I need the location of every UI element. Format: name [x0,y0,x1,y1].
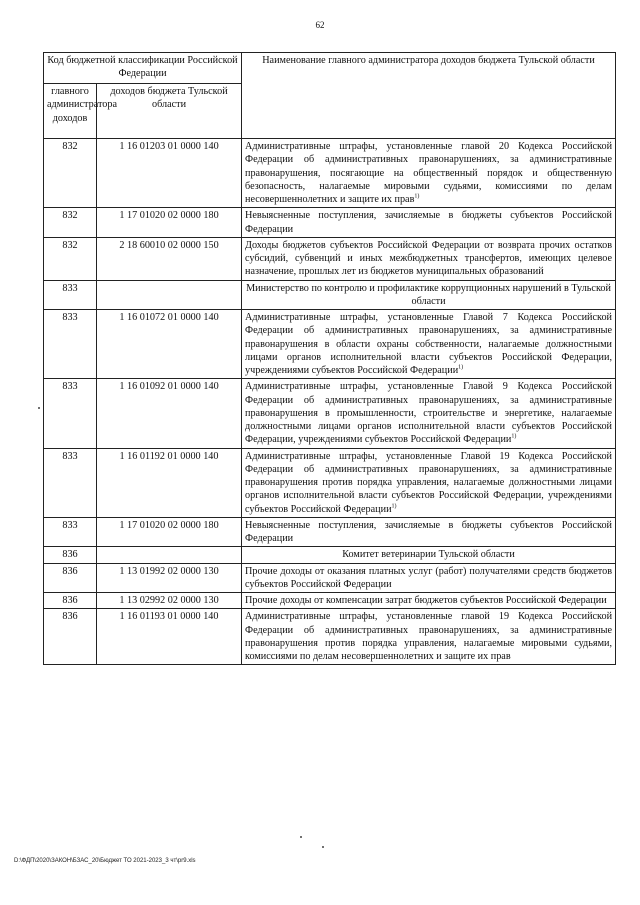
admin-code-cell: 833 [44,280,97,310]
revenue-name-text: Невыясненные поступления, зачисляемые в бюджеты субъектов Российской Федерации [245,519,613,544]
revenue-name-cell [242,379,616,448]
table-row [44,517,616,547]
admin-code-cell: 836 [44,609,97,665]
table-row [44,139,616,208]
revenue-code-cell: 1 16 01193 01 0000 140 [97,609,242,665]
revenue-code-header: доходов бюджета Тульской области [97,84,242,139]
revenue-name-text: Административные штрафы, установленные главой 19 Кодекса Российской Федерации об административных правонарушениях, за административные правонарушения против порядка управления, налагаемые мировыми судьями, комиссиями по делам несовершеннолетних и защите их прав [245,611,613,662]
revenue-code-cell [97,280,242,310]
revenue-name-text: Административные штрафы, установленные Главой 9 Кодекса Российской Федерации об административных правонарушениях, за административные правонарушения в промышленности, строительстве и энергетике, налагаемые должностными лицами органов исполнительной власти субъектов Российской Федерации, учреждениями субъектов Российской Федерации [245,381,613,446]
admin-code-cell: 836 [44,563,97,593]
revenue-name-text: Комитет ветеринарии Тульской области [342,549,515,561]
budget-revenue-table [43,52,616,665]
revenue-code-cell: 2 18 60010 02 0000 150 [97,237,242,280]
revenue-code-cell: 1 16 01072 01 0000 140 [97,310,242,379]
code-group-header: Код бюджетной классификации Российской Федерации [44,53,242,84]
admin-code-header: главного администратора доходов [44,84,97,139]
administrator-name-cell [242,547,616,563]
revenue-name-text: Административные штрафы, установленные Главой 19 Кодекса Российской Федерации об административных правонарушениях, за административные правонарушения против порядка управления, налагаемые должностными лицами органов исполнительной власти субъектов Российской Федерации, учреждениями субъектов Российской Федерации [245,450,613,515]
admin-code-cell: 832 [44,208,97,238]
administrator-row [44,547,616,563]
footnote-marker: 1) [458,364,464,371]
revenue-name-cell [242,237,616,280]
revenue-code-cell: 1 16 01092 01 0000 140 [97,379,242,448]
scan-speck [300,836,302,838]
page-number: 62 [315,20,325,30]
table-row [44,593,616,609]
admin-code-cell: 833 [44,310,97,379]
administrator-row [44,280,616,310]
revenue-name-cell [242,609,616,665]
revenue-name-text: Прочие доходы от компенсации затрат бюджетов субъектов Российской Федерации [245,595,607,606]
table-row [44,237,616,280]
table-row [44,208,616,238]
revenue-code-cell: 1 17 01020 02 0000 180 [97,517,242,547]
name-column-header: Наименование главного администратора доходов бюджета Тульской области [242,53,616,139]
revenue-name-text: Прочие доходы от оказания платных услуг (работ) получателями средств бюджетов субъектов Российской Федерации [245,565,613,590]
table-header-row [44,53,616,84]
revenue-name-cell [242,593,616,609]
file-path-footer: D:\ФДП\2020\ЗАКОН\БЗАС_20\Бюджет ТО 2021-2023_3 чт\pr9.xls [14,858,196,864]
revenue-code-cell: 1 17 01020 02 0000 180 [97,208,242,238]
revenue-code-cell [97,547,242,563]
revenue-code-cell: 1 16 01192 01 0000 140 [97,448,242,517]
revenue-name-text: Административные штрафы, установленные Главой 7 Кодекса Российской Федерации об административных правонарушениях, за административные правонарушения в области охраны собственности, налагаемые должностными лицами органов исполнительной власти субъектов Российской Федерации, учреждениями субъектов Российской Федерации [245,312,613,376]
revenue-name-text: Доходы бюджетов субъектов Российской Федерации от возврата прочих остатков субсидий, субвенций и иных межбюджетных трансфертов, имеющих целевое назначение, прошлых лет из бюджетов муниципальных образований [245,239,613,278]
admin-code-cell: 836 [44,547,97,563]
table-row [44,448,616,517]
revenue-name-cell [242,448,616,517]
revenue-name-text: Министерство по контролю и профилактике коррупционных нарушений в Тульской области [246,282,611,307]
admin-code-cell: 833 [44,448,97,517]
revenue-code-cell: 1 13 02992 02 0000 130 [97,593,242,609]
scan-speck [38,407,40,409]
revenue-name-cell [242,517,616,547]
revenue-name-cell [242,208,616,238]
table-row [44,609,616,665]
footnote-marker: 1) [511,433,517,440]
scan-speck [322,846,324,848]
revenue-name-cell [242,563,616,593]
table-row [44,379,616,448]
admin-code-cell: 833 [44,517,97,547]
table-row [44,310,616,379]
revenue-name-text: Невыясненные поступления, зачисляемые в бюджеты субъектов Российской Федерации [245,210,613,235]
admin-code-cell: 832 [44,139,97,208]
revenue-code-cell: 1 16 01203 01 0000 140 [97,139,242,208]
admin-code-cell: 836 [44,593,97,609]
revenue-name-cell [242,310,616,379]
revenue-code-cell: 1 13 01992 02 0000 130 [97,563,242,593]
footnote-marker: 1) [391,503,397,510]
admin-code-cell: 832 [44,237,97,280]
revenue-name-text: Административные штрафы, установленные главой 20 Кодекса Российской Федерации об административных правонарушениях, за административные правонарушения, посягающие на общественный порядок и общественную безопасность, налагаемые мировыми судьями, комиссиями по делам несовершеннолетних и защите их прав [245,141,613,205]
revenue-name-cell [242,139,616,208]
administrator-name-cell [242,280,616,310]
table-row [44,563,616,593]
admin-code-cell: 833 [44,379,97,448]
footnote-marker: 1) [414,193,420,200]
